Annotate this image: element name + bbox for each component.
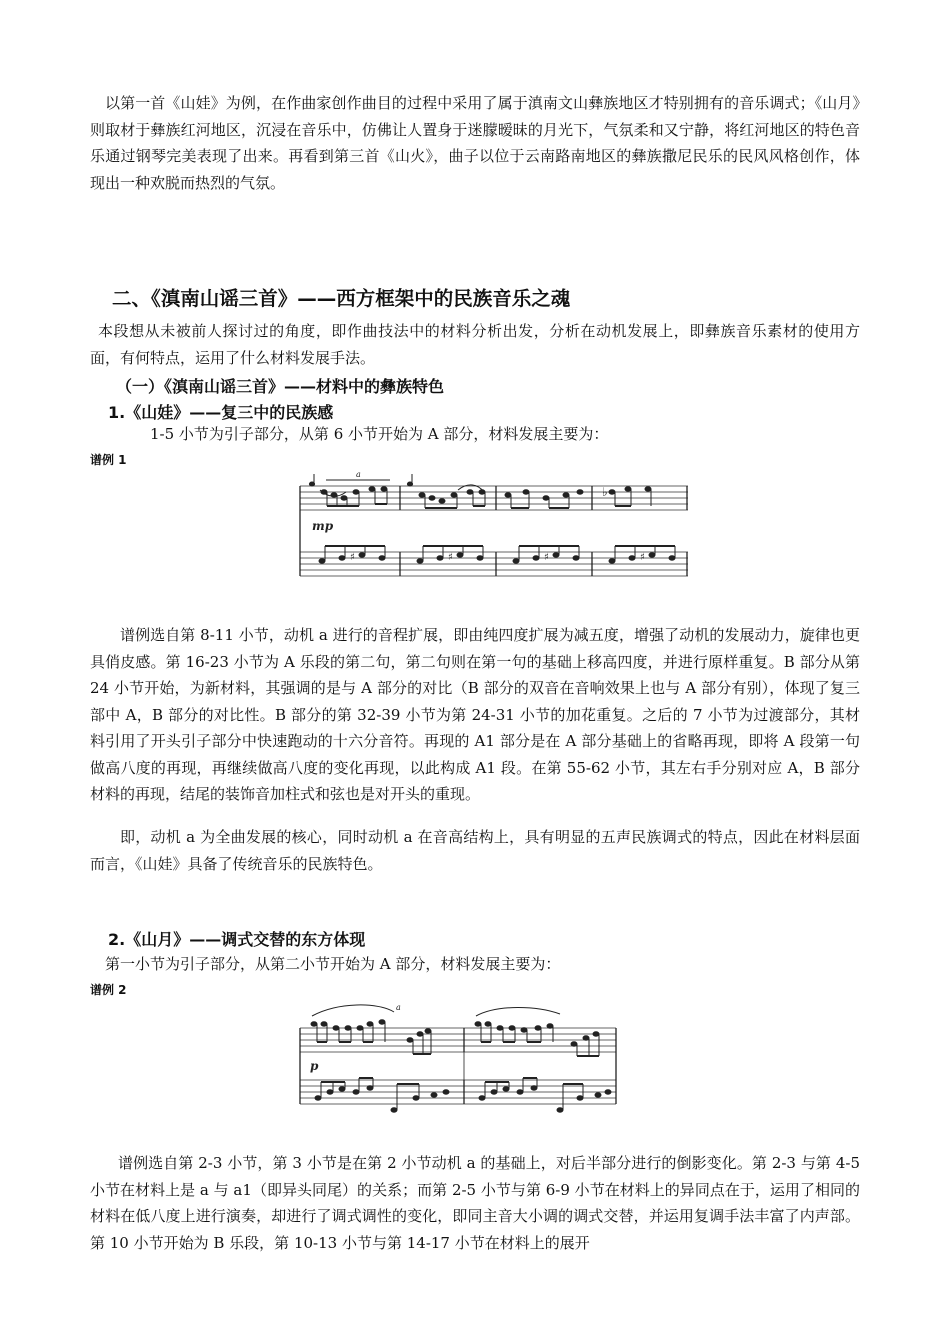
svg-text:♯: ♯ xyxy=(640,552,645,563)
subsection-heading: （一）《滇南山谣三首》——材料中的彝族特色 xyxy=(116,377,445,396)
intro-paragraph: 以第一首《山娃》为例，在作曲家创作曲目的过程中采用了属于滇南文山彝族地区才特别拥有的音乐调式；《山月》则取材于彝族红河地区，沉浸在音乐中，仿佛让人置身于迷朦暧昧的月光下，气氛柔和又宁静，将红河地区的特色音乐通过钢琴完美表现了出来。再看到第三首《山火》，曲子以位于云南路南地区的彝族撒尼民乐的民风风格创作，体现出一种欢脱而热烈的气氛。 xyxy=(90,94,860,192)
item1-heading: 1.《山娃》——复三中的民族感 xyxy=(108,403,334,422)
score-example-1-image xyxy=(298,468,708,590)
motive-label-2: a xyxy=(396,1003,401,1012)
motive-label: a xyxy=(356,470,361,479)
item2-intro: 第一小节为引子部分，从第二小节开始为 A 部分，材料发展主要为： xyxy=(105,955,561,973)
example1-caption: 谱例 1 xyxy=(90,453,127,467)
item2-heading: 2.《山月》——调式交替的东方体现 xyxy=(108,930,366,949)
score-example-1 xyxy=(298,468,708,590)
svg-text:♯: ♯ xyxy=(448,552,453,563)
score-example-2-image xyxy=(298,998,624,1120)
dynamic-marking-2: p xyxy=(310,1059,319,1073)
svg-text:♯: ♯ xyxy=(350,552,355,563)
score-example-2 xyxy=(298,998,624,1120)
svg-text:♭: ♭ xyxy=(602,485,608,499)
item2-paragraph-1: 谱例选自第 2-3 小节，第 3 小节是在第 2 小节动机 a 的基础上，对后半部分进行的倒影变化。第 2-3 与第 4-5 小节在材料上是 a 与 a1（即异头同尾）的关系；而第 2-5 小节与第 6-9 小节在材料上的异同点在于，运用了相同的材料在低八度上进行演奏，却进行了调式调性的变化，即同主音大小调的调式交替，并运用复调手法丰富了内声部。第 10 小节开始为 B 乐段，第 10-13 小节与第 14-17 小节在材料上的展开 xyxy=(90,1154,860,1252)
section-intro-paragraph: 本段想从未被前人探讨过的角度，即作曲技法中的材料分析出发，分析在动机发展上，即彝族音乐素材的使用方面，有何特点，运用了什么材料发展手法。 xyxy=(90,322,860,367)
item1-intro: 1-5 小节为引子部分，从第 6 小节开始为 A 部分，材料发展主要为： xyxy=(150,425,609,443)
item1-paragraph-2: 即，动机 a 为全曲发展的核心，同时动机 a 在音高结构上，具有明显的五声民族调式的特点，因此在材料层面而言，《山娃》具备了传统音乐的民族特色。 xyxy=(90,828,860,873)
dynamic-marking: mp xyxy=(312,519,334,533)
section-heading: 二、《滇南山谣三首》——西方框架中的民族音乐之魂 xyxy=(112,287,571,310)
item1-paragraph-1: 谱例选自第 8-11 小节，动机 a 进行的音程扩展，即由纯四度扩展为减五度，增强了动机的发展动力，旋律也更具俏皮感。第 16-23 小节为 A 乐段的第二句，第二句则在第一句的基础上移高四度，并进行原样重复。B 部分从第 24 小节开始，为新材料，其强调的是与 A 部分的对比（B 部分的双音在音响效果上也与 A 部分有别），体现了复三部中 A，B 部分的对比性。B 部分的第 32-39 小节为第 24-31 小节的加花重复。之后的 7 小节为过渡部分，其材料引用了开头引子部分中快速跑动的十六分音符。再现的 A1 部分是在 A 部分基础上的省略再现，即将 A 段第一句做高八度的再现，再继续做高八度的变化再现，以此构成 A1 段。在第 55-62 小节，其左右手分别对应 A，B 部分材料的再现，结尾的装饰音加柱式和弦也是对开头的重现。 xyxy=(90,626,860,803)
svg-text:♯: ♯ xyxy=(544,552,549,563)
example2-caption: 谱例 2 xyxy=(90,983,127,997)
